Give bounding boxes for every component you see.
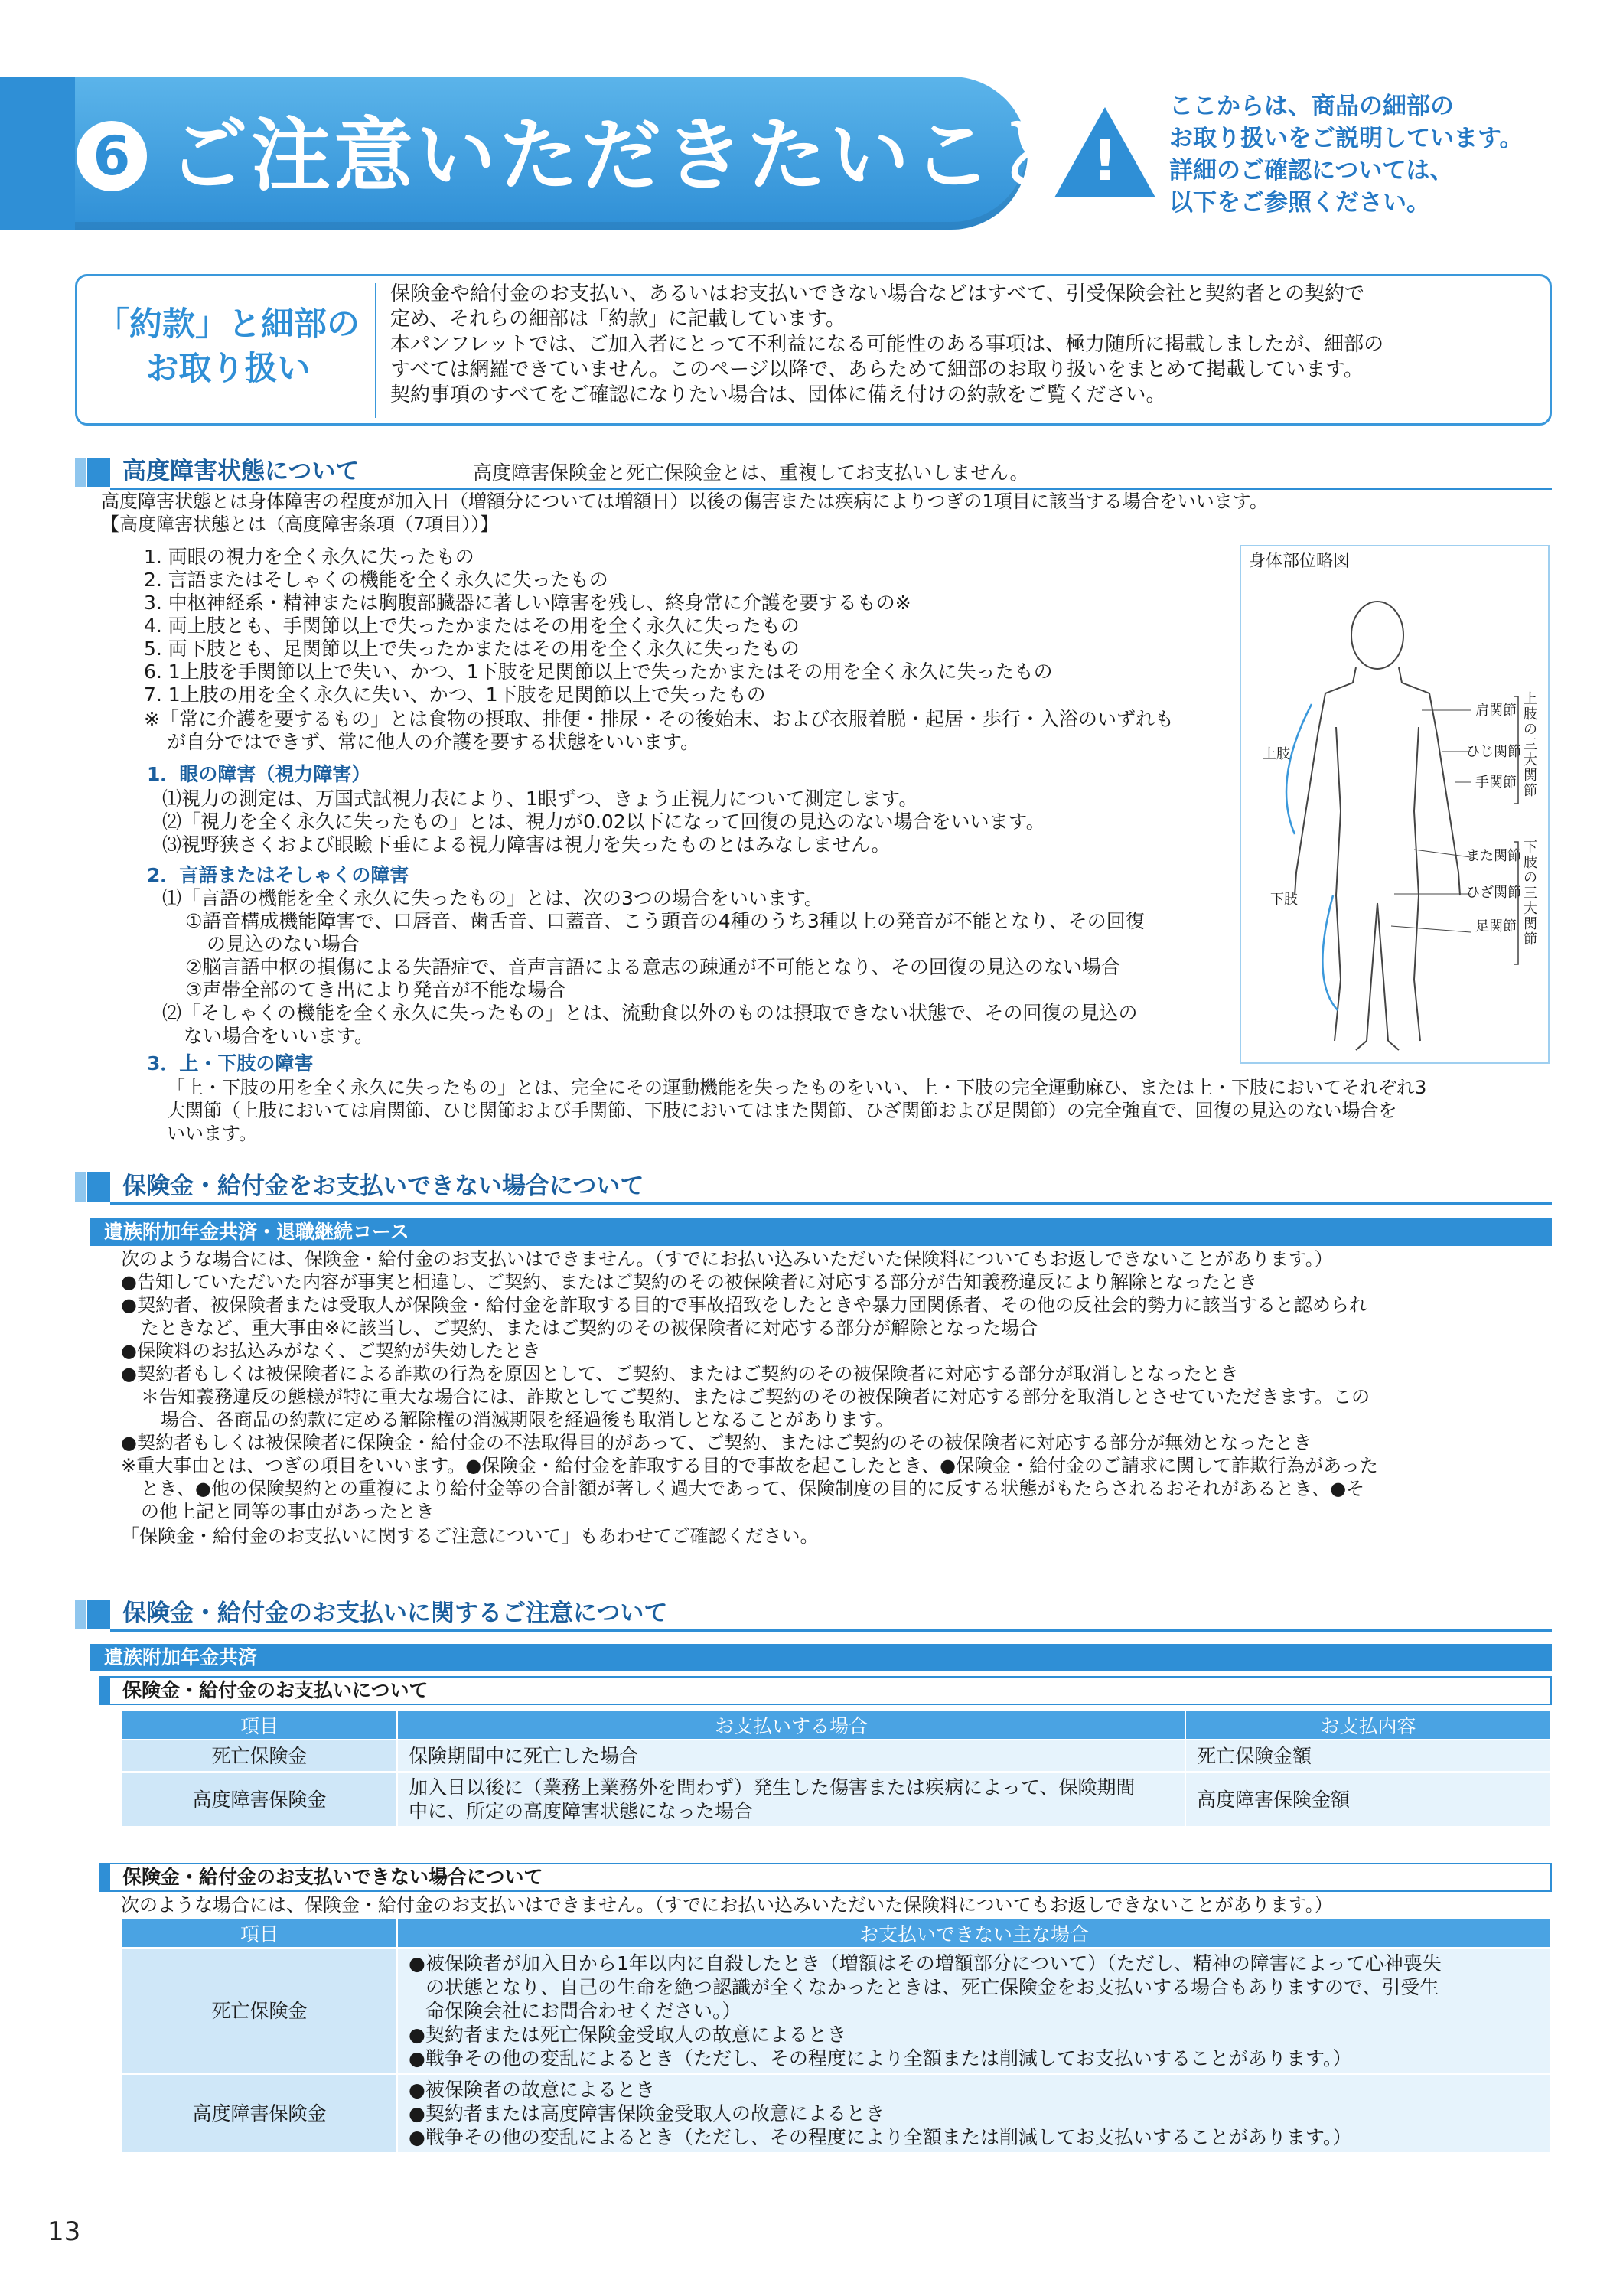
- yakkan-label-line: 「約款」と細部の: [96, 305, 360, 344]
- header-banner-strip: [0, 77, 84, 230]
- lang-line: ⑴「言語の機能を全く永久に失ったもの」とは、次の3つの場合をいいます。: [162, 887, 823, 909]
- row-item: 死亡保険金: [122, 1740, 397, 1772]
- column-header: お支払内容: [1185, 1711, 1551, 1740]
- koudo-note: が自分ではできず、常に他人の介護を要する状態をいいます。: [167, 731, 700, 753]
- row-line: ●被保険者の故意によるとき: [409, 2079, 655, 2101]
- section-number-badge: 6: [77, 121, 147, 191]
- table-header-row: [122, 1711, 1551, 1740]
- limb-title: 3．上・下肢の障害: [147, 1052, 314, 1075]
- eye-line: ⑴視力の測定は、万国式試視力表により、1眼ずつ、きょう正視力について測定します。: [162, 788, 918, 810]
- row-item: 高度障害保険金: [122, 1772, 397, 1827]
- label-knee: ひざ関節: [1466, 885, 1521, 901]
- column-header: お支払いできない主な場合: [397, 1919, 1551, 1948]
- nopay-table: [121, 1918, 1552, 2154]
- section-caution-heading: [75, 1596, 1552, 1632]
- nopay-line: 次のような場合には、保険金・給付金のお支払いはできません。（すでにお払い込みいただいた保険料についてもお返しできないことがあります。）: [121, 1248, 1333, 1270]
- koudo-item: 5. 両下肢とも、足関節以上で失ったかまたはその用を全く永久に失ったもの: [144, 638, 800, 660]
- table-row: [122, 1948, 1551, 2074]
- yakkan-line: すべては網羅できていません。このページ以降で、あらためて細部のお取り扱いをまとめて掲載しています。: [390, 358, 1364, 381]
- lang-line: ない場合をいいます。: [184, 1025, 374, 1047]
- nopay2-lead: 次のような場合には、保険金・給付金のお支払いはできません。（すでにお払い込みいただいた保険料についてもお返しできないことがあります。）: [121, 1894, 1333, 1916]
- row-item: 死亡保険金: [122, 1948, 397, 2074]
- limb-line: 「上・下肢の用を全く永久に失ったもの」とは、完全にその運動機能を失ったものをいい、上・下肢の完全運動麻ひ、または上・下肢においてそれぞれ3: [167, 1077, 1427, 1098]
- label-hip: また関節: [1466, 848, 1521, 864]
- section-title: 高度障害状態について: [122, 458, 360, 485]
- nopay-line: ●告知していただいた内容が事実と相違し、ご契約、またはご契約のその被保険者に対応する部分が告知義務違反により解除となったとき: [121, 1271, 1257, 1293]
- yakkan-label-line: お取り扱い: [145, 350, 311, 388]
- koudo-lead: 高度障害状態とは身体障害の程度が加入日（増額分については増額日）以後の傷害または疾病によりつぎの1項目に該当する場合をいいます。: [101, 491, 1268, 512]
- intro-line: ここからは、商品の細部の: [1169, 93, 1454, 120]
- row-line: ●被保険者が加入日から1年以内に自殺したとき（増額はその増額部分について）（ただし、精神の障害によって心神喪失: [409, 1952, 1442, 1975]
- row-case: [397, 1772, 1185, 1827]
- limb-line: 大関節（上肢においては肩関節、ひじ関節および手関節、下肢においてはまた関節、ひざ関節および足関節）の完全強直で、回復の見込のない場合を: [167, 1100, 1397, 1121]
- label-shoulder: 肩関節: [1475, 703, 1517, 719]
- body-figure-icon: [1241, 582, 1547, 1056]
- nopay-line: ※重大事由とは、つぎの項目をいいます。●保険金・給付金を詐取する目的で事故を起こしたとき、●保険金・給付金のご請求に関して詐欺行為があった: [121, 1455, 1378, 1476]
- intro-line: 詳細のご確認については、: [1169, 157, 1454, 184]
- nopay-line: たときなど、重大事由※に該当し、ご契約、またはご契約のその被保険者に対応する部分が解除となった場合: [141, 1317, 1038, 1339]
- koudo-note: ※「常に介護を要するもの」とは食物の摂取、排便・排尿・その後始末、および衣服着脱・起居・歩行・入浴のいずれも: [144, 708, 1174, 730]
- nopay-line: ●契約者もしくは被保険者に保険金・給付金の不法取得目的があって、ご契約、またはご契約のその被保険者に対応する部分が無効となったとき: [121, 1432, 1312, 1453]
- row-content: 高度障害保険金額: [1185, 1772, 1551, 1827]
- table-header-row: [122, 1919, 1551, 1948]
- label-upper-limb: 上肢: [1263, 746, 1290, 762]
- table-row: [122, 2074, 1551, 2153]
- koudo-item: 6. 1上肢を手関節以上で失い、かつ、1下肢を足関節以上で失ったかまたはその用を全く永久に失ったもの: [144, 660, 1053, 683]
- section-nopay-heading: [75, 1169, 1552, 1205]
- row-line: ●契約者または高度障害保険金受取人の故意によるとき: [409, 2102, 885, 2125]
- row-line: 命保険会社にお問合わせください。）: [425, 2000, 741, 2022]
- section-koudo-heading: [75, 455, 1552, 490]
- page-title: ご注意いただきたいこと: [168, 109, 1078, 202]
- koudo-item: 4. 両上肢とも、手関節以上で失ったかまたはその用を全く永久に失ったもの: [144, 615, 800, 637]
- eye-line: ⑵「視力を全く永久に失ったもの」とは、視力が0.02以下になって回復の見込のない場合をいいます。: [162, 810, 1045, 833]
- section-title: 保険金・給付金のお支払いに関するご注意について: [122, 1600, 668, 1627]
- section-title: 保険金・給付金をお支払いできない場合について: [122, 1172, 644, 1200]
- lang-line: ②脳言語中枢の損傷による失語症で、音声言語による意志の疎通が不可能となり、その回復の見込のない場合: [185, 956, 1120, 978]
- row-line: ●契約者または死亡保険金受取人の故意によるとき: [409, 2024, 846, 2046]
- column-header: 項目: [122, 1711, 397, 1740]
- yakkan-line: 本パンフレットでは、ご加入者にとって不利益になる可能性のある事項は、極力随所に掲載しましたが、細部の: [390, 333, 1384, 356]
- pay-subheading: [99, 1676, 1552, 1705]
- caution-band: 遺族附加年金共済: [90, 1644, 1552, 1671]
- row-lines: [397, 1948, 1551, 2074]
- nopay-line: の他上記と同等の事由があったとき: [141, 1501, 435, 1522]
- warning-exclamation-icon: !: [1092, 128, 1118, 194]
- yakkan-line: 定め、それらの細部は「約款」に記載しています。: [390, 308, 846, 331]
- nopay-line: ●契約者もしくは被保険者による詐欺の行為を原因として、ご契約、またはご契約のその被保険者に対応する部分が取消しとなったとき: [121, 1363, 1239, 1384]
- row-lines: [397, 2074, 1551, 2153]
- nopay-line: ●保険料のお払込みがなく、ご契約が失効したとき: [121, 1340, 541, 1362]
- intro-line: お取り扱いをご説明しています。: [1169, 125, 1524, 152]
- table-row: [122, 1772, 1551, 1827]
- intro-text: [1169, 90, 1598, 219]
- pay-table: [121, 1710, 1552, 1828]
- label-lower-limb: 下肢: [1270, 892, 1298, 908]
- eye-line: ⑶視野狭さくおよび眼瞼下垂による視力障害は視力を失ったものとはみなしません。: [162, 833, 891, 856]
- koudo-item: 1. 両眼の視力を全く永久に失ったもの: [144, 546, 474, 568]
- row-item: 高度障害保険金: [122, 2074, 397, 2153]
- nopay-band: 遺族附加年金共済・退職継続コース: [90, 1218, 1552, 1246]
- koudo-lead: 【高度障害状態とは（高度障害条項（7項目））】: [101, 514, 499, 535]
- row-line: ●戦争その他の変乱によるとき（ただし、その程度により全額または削減してお支払いすることがあります。）: [409, 2047, 1352, 2069]
- row-case-line: 加入日以後に（業務上業務外を問わず）発生した傷害または疾病によって、保険期間: [409, 1776, 1136, 1799]
- yakkan-divider: [375, 283, 376, 418]
- label-lower-joints: 下肢の三大関節: [1524, 840, 1537, 947]
- eye-title: 1．眼の障害（視力障害）: [147, 763, 371, 785]
- column-header: 項目: [122, 1919, 397, 1948]
- row-content: 死亡保険金額: [1185, 1740, 1551, 1772]
- nopay-line: 「保険金・給付金のお支払いに関するご注意について」もあわせてご確認ください。: [121, 1525, 819, 1547]
- nopay-line: 場合、各商品の約款に定める解除権の消滅期限を経過後も取消しとなることがあります。: [161, 1409, 895, 1430]
- row-line: ●戦争その他の変乱によるとき（ただし、その程度により全額または削減してお支払いすることがあります。）: [409, 2126, 1352, 2148]
- row-case: 保険期間中に死亡した場合: [397, 1740, 1185, 1772]
- page-number: 13: [47, 2216, 81, 2247]
- yakkan-label: [90, 302, 366, 391]
- yakkan-line: 保険金や給付金のお支払い、あるいはお支払いできない場合などはすべて、引受保険会社と契約者との契約で: [390, 282, 1364, 305]
- column-header: お支払いする場合: [397, 1711, 1185, 1740]
- nopay2-subheading: [99, 1863, 1552, 1892]
- koudo-item: 7. 1上肢の用を全く永久に失い、かつ、1下肢を足関節以上で失ったもの: [144, 683, 766, 706]
- lang-line: の見込のない場合: [207, 933, 360, 955]
- koudo-item: 2. 言語またはそしゃくの機能を全く永久に失ったもの: [144, 569, 608, 591]
- lang-title: 2．言語またはそしゃくの障害: [147, 864, 409, 886]
- pay-subheading-text: 保険金・給付金のお支払いについて: [122, 1679, 429, 1701]
- label-ankle: 足関節: [1475, 918, 1517, 934]
- nopay-line: ＊告知義務違反の態様が特に重大な場合には、詐欺としてご契約、またはご契約のその被保険者に対応する部分を取消しとさせていただきます。この: [141, 1386, 1370, 1407]
- nopay2-subheading-text: 保険金・給付金のお支払いできない場合について: [122, 1866, 543, 1888]
- koudo-item: 3. 中枢神経系・精神または胸腹部臓器に著しい障害を残し、終身常に介護を要するもの※: [144, 592, 911, 614]
- table-row: [122, 1740, 1551, 1772]
- label-upper-joints: 上肢の三大関節: [1524, 691, 1537, 799]
- yakkan-line: 契約事項のすべてをご確認になりたい場合は、団体に備え付けの約款をご覧ください。: [390, 383, 1166, 406]
- lang-line: ⑵「そしゃくの機能を全く永久に失ったもの」とは、流動食以外のものは摂取できない状態で、その回復の見込の: [162, 1002, 1138, 1024]
- row-line: の状態となり、自己の生命を絶つ認識が全くなかったときは、死亡保険金をお支払いする場合もありますので、引受生: [425, 1976, 1439, 1998]
- intro-line: 以下をご参照ください。: [1169, 189, 1430, 217]
- yakkan-text: [390, 282, 1538, 408]
- lang-line: ①語音構成機能障害で、口唇音、歯舌音、口蓋音、こう頭音の4種のうち3種以上の発音が不能となり、その回復: [185, 910, 1145, 932]
- section-subtitle: 高度障害保険金と死亡保険金とは、重複してお支払いしません。: [473, 461, 1029, 484]
- label-wrist: 手関節: [1475, 775, 1517, 791]
- lang-line: ③声帯全部のてき出により発音が不能な場合: [185, 979, 566, 1001]
- nopay-line: とき、●他の保険契約との重複により給付金等の合計額が著しく過大であって、保険制度の目的に反する状態がもたらされるおそれがあるとき、●そ: [141, 1478, 1365, 1499]
- limb-line: いいます。: [167, 1123, 258, 1144]
- label-elbow: ひじ関節: [1466, 744, 1521, 760]
- row-case-line: 中に、所定の高度障害状態になった場合: [409, 1800, 754, 1822]
- body-diagram-title: 身体部位略図: [1249, 552, 1351, 571]
- nopay-line: ●契約者、被保険者または受取人が保険金・給付金を詐取する目的で事故招致をしたときや暴力団関係者、その他の反社会的勢力に該当すると認められ: [121, 1294, 1367, 1316]
